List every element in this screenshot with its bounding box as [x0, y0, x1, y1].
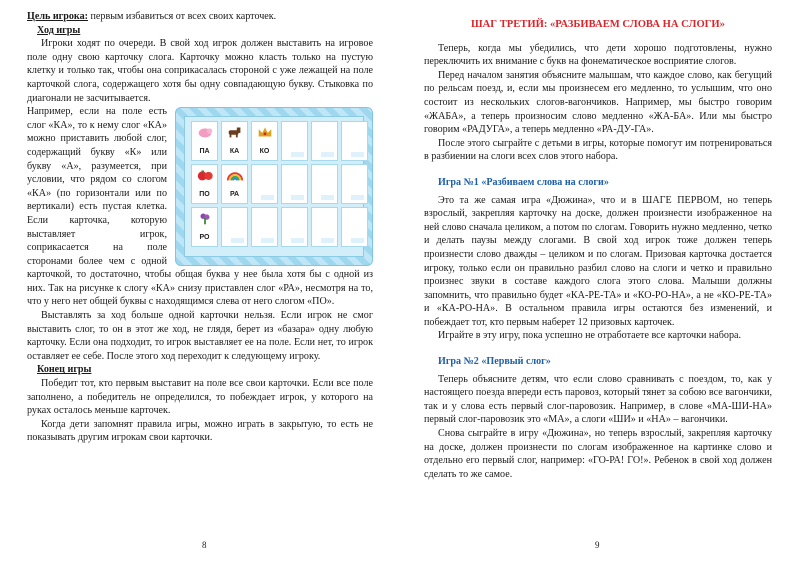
empty-cell [281, 121, 308, 161]
tomatoes-icon [196, 168, 214, 182]
card-syllable: ПА [199, 147, 210, 155]
rainbow-icon [226, 168, 244, 182]
course-heading: Ход игры [37, 24, 81, 36]
left-text-column [27, 10, 373, 445]
game2-heading: Игра №2 «Первый слог» [438, 356, 551, 368]
empty-cell [341, 207, 368, 247]
empty-cell [311, 207, 338, 247]
cell-label-strip [291, 238, 304, 243]
step-title: ШАГ ТРЕТИЙ: «РАЗБИВАЕМ СЛОВА НА СЛОГИ» [471, 19, 725, 30]
cell-label-strip [351, 195, 364, 200]
empty-cell [281, 164, 308, 204]
card-syllable: КА [229, 147, 240, 155]
cell-label-strip [321, 195, 334, 200]
cell-label-strip [321, 152, 334, 157]
syllable-card [191, 121, 218, 161]
syllable-card [221, 164, 248, 204]
goal-text: первым избавиться от всех своих карточек. [88, 11, 277, 22]
empty-cell [311, 121, 338, 161]
right-text-column [424, 12, 772, 481]
one-card-paragraph: Выставлять за ход больше одной карточки нельзя. Если игрок не смог выставить слог, то он в этот же ход, не глядя, берет из «базара» одну любую карточку. Если она подходит, то игрок выставляет ее на поле. Если нет, то игрок оставляет ее себе. После этого ход переходит к следующему игроку. [27, 310, 373, 362]
end-heading: Конец игры [37, 364, 92, 376]
empty-cell [341, 164, 368, 204]
horse-icon [226, 125, 244, 139]
cell-label-strip [351, 238, 364, 243]
page-number-right: 9 [595, 540, 600, 550]
empty-cell [221, 207, 248, 247]
game2-paragraph: Теперь объясните детям, что если слово сравнивать с поездом, то, как у настоящего поезда впереди есть паровоз, который тянет за собою все вагончики, так и у слова есть первый слог-паровозик. Например, в слове «МА-ШИ-НА» первый слог-паровозик это «МА», а слоги «ШИ» и «НА» – вагончики. [424, 373, 772, 426]
cell-label-strip [321, 238, 334, 243]
goal-label: Цель игрока: [27, 11, 88, 22]
closed-play-paragraph: Когда дети запомнят правила игры, можно играть в закрытую, то есть не показывать другим игрокам свои карточки. [27, 418, 373, 444]
empty-cell [341, 121, 368, 161]
intro-paragraph: Теперь, когда мы убедились, что дети хорошо подготовлены, нужно переключить их внимание с букв на фонематическое восприятие слогов. [424, 42, 772, 68]
empty-cell [251, 207, 278, 247]
syllable-card [221, 121, 248, 161]
game2-play-paragraph: Снова сыграйте в игру «Дюжина», но теперь взрослый, закрепляя карточку на доске, должен произнести по слогам изображенное на картинке слово и отдельно его первый слог, например: «ГО-РА! ГО!». Ребенок в свой ход должен сделать то же самое. [424, 428, 772, 480]
game1-paragraph: Это та же самая игра «Дюжина», что и в ШАГЕ ПЕРВОМ, но теперь взрослый, закрепляя карточку на доске, должен произнести изображенное на ней слово сначала целиком, а потом по слогам. Говорить нужно медленно, четко и делать паузы между слогами. В свой ход игрок тоже должен теперь произнести слово дважды – целиком и по слогам. Призовая карточка достается игроку, только если он правильно разбил слово на слоги и четко и правильно произнес звуки в составе каждого слога этого слова. Малыши должны запомнить, что правильно будет «КА-РЕ-ТА» и «КО-РО-НА», а не «КО-РЕ-ТА» и «КА-РО-НА». В остальном правила игры остаются без изменений, и побеждает тот, кто первым наберет 12 призовых карточек. [424, 194, 772, 328]
empty-cell [281, 207, 308, 247]
card-syllable: ПО [199, 190, 210, 198]
rules-paragraph: Игроки ходят по очереди. В свой ход игрок должен выставить на игровое поле одну свою карточку слога. Карточку можно класть только на пустую клетку и только так, чтобы она соприкасалась стороной с уже лежащей на поле карточкой слога, содержащего хотя бы одну совпадающую букву. Стыковка по диагонали не засчитывается. [27, 38, 373, 104]
cell-label-strip [351, 152, 364, 157]
syllable-card [251, 121, 278, 161]
board-grid [184, 116, 364, 257]
empty-cell [311, 164, 338, 204]
game-board-illustration [175, 107, 373, 266]
cell-label-strip [291, 152, 304, 157]
crown-icon [256, 125, 274, 139]
right-page [400, 0, 800, 568]
cell-label-strip [261, 195, 274, 200]
game1-heading: Игра №1 «Разбиваем слова на слоги» [438, 176, 609, 188]
cell-label-strip [291, 195, 304, 200]
empty-cell [251, 164, 278, 204]
after-paragraph: После этого сыграйте с детьми в игры, которые помогут им потренироваться в разбиении на слоги всех слов этого набора. [424, 137, 772, 163]
syllable-card [191, 207, 218, 247]
game1-practice-paragraph: Играйте в эту игру, пока успешно не отработаете все карточки набора. [438, 330, 742, 342]
cell-label-strip [231, 238, 244, 243]
train-paragraph: Перед началом занятия объясните малышам, что каждое слово, как бегущий по рельсам поезд, и, если мы произнесем его медленно, то услышим, что оно состоит из нескольких слогов-вагончиков. Например, мы быстро говорим «ЖАБА», а теперь произносим слово медленно «ЖА-БА». Или мы быстро говорим «РАДУГА», а теперь медленно «РА-ДУ-ГА». [424, 69, 772, 136]
card-syllable: КО [259, 147, 270, 155]
pig-icon [196, 125, 214, 139]
winner-paragraph: Победит тот, кто первым выставит на поле все свои карточки. Если все поле заполнено, а победитель не определился, то побеждает игрок, у которого на руках осталось меньше карточек. [27, 378, 373, 417]
page-number-left: 8 [202, 540, 207, 550]
board-frame [175, 107, 373, 266]
cell-label-strip [261, 238, 274, 243]
card-syllable: РА [229, 190, 240, 198]
card-syllable: РО [199, 233, 210, 241]
flower-icon [196, 211, 214, 225]
example-paragraph: Например, если на поле есть слог «КА», то к нему слог «КА» можно приставить любой слог, содержащий букву «К» или букву «А», разумеется, при условии, что рядом со слогом «КА» (по горизонтали или по вертикали) есть пустая клетка. Если карточка, которую выставляет игрок, соприкасается на поле сторонами более чем с одной карточкой, то достаточно, чтобы общая буква у нее была хотя бы с одной из них. Так на рисунке к слогу «КА» снизу приставлен слог «РА», несмотря на то, что у него нет общей буквы с находящимся слева от него слогом «ПО». [27, 106, 373, 308]
goal-line [27, 10, 373, 24]
syllable-card [191, 164, 218, 204]
